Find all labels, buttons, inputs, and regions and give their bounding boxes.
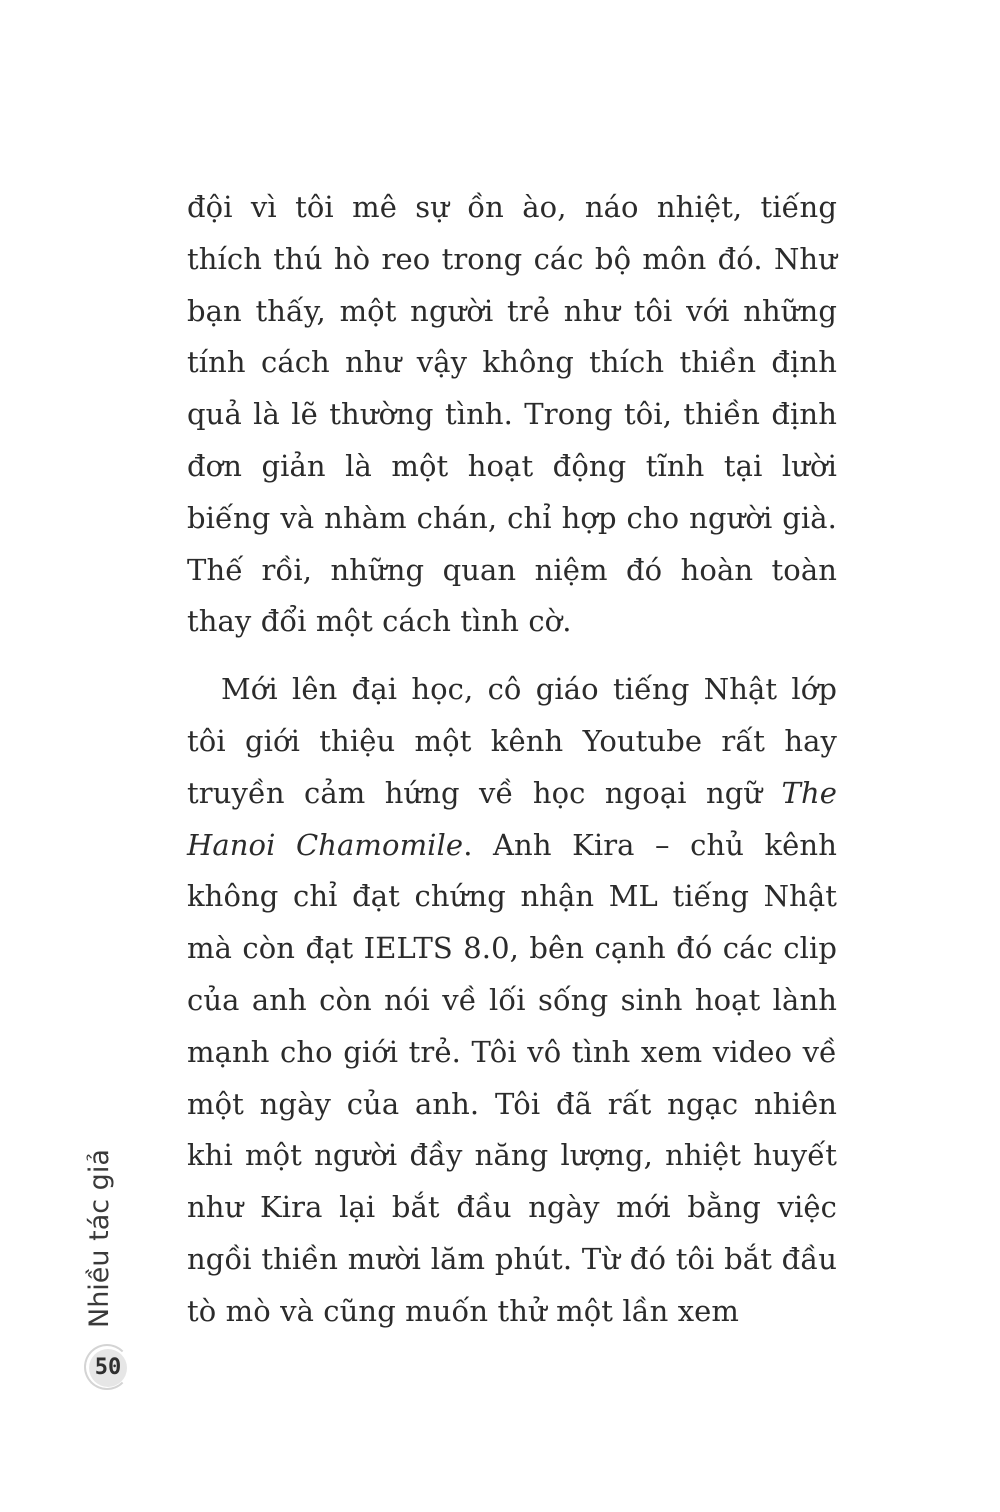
- running-author: Nhiều tác giả: [84, 1149, 115, 1328]
- body-text: [187, 182, 837, 1338]
- paragraph-2: [187, 664, 837, 1337]
- paragraph-1: đội vì tôi mê sự ồn ào, náo nhiệt, tiếng thích thú hò reo trong các bộ môn đó. Như bạn thấy, một người trẻ như tôi với những tính cách như vậy không thích thiền định quả là lẽ thường tình. Trong tôi, thiền định đơn giản là một hoạt động tĩnh tại lười biếng và nhàm chán, chỉ hợp cho người già. Thế rồi, những quan niệm đó hoàn toàn thay đổi một cách tình cờ.: [187, 190, 837, 639]
- paragraph-2-rest: . Anh Kira – chủ kênh không chỉ đạt chứng nhận ML tiếng Nhật mà còn đạt IELTS 8.0, bên cạnh đó các clip của anh còn nói về lối sống sinh hoạt lành mạnh cho giới trẻ. Tôi vô tình xem video về một ngày của anh. Tôi đã rất ngạc nhiên khi một người đầy năng lượng, nhiệt huyết như Kira lại bắt đầu ngày mới bằng việc ngồi thiền mười lăm phút. Từ đó tôi bắt đầu tò mò và cũng muốn thử một lần xem: [187, 827, 837, 1328]
- page-number-badge: [84, 1344, 134, 1392]
- paragraph-2-start: Mới lên đại học, cô giáo tiếng Nhật lớp tôi giới thiệu một kênh Youtube rất hay truyền cảm hứng về học ngoại ngữ: [187, 672, 837, 810]
- channel-name: The Hanoi Chamomile: [187, 775, 837, 862]
- page-number: 50: [94, 1355, 122, 1380]
